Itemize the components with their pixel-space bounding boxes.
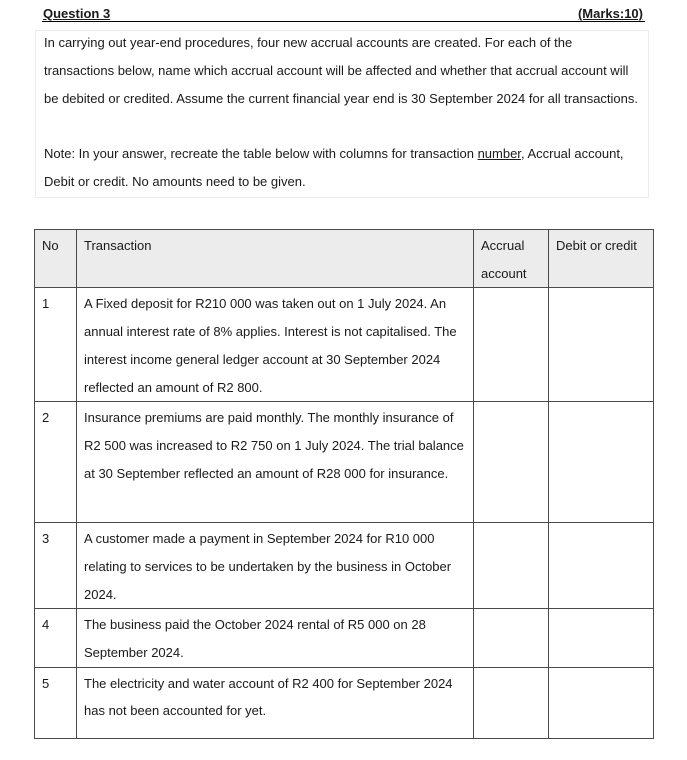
row-accrual-account[interactable] [474, 609, 549, 667]
transactions-table [34, 229, 654, 739]
row-debit-credit[interactable] [549, 402, 654, 523]
row-accrual-account[interactable] [474, 288, 549, 402]
table-row [35, 609, 654, 667]
marks-label: (Marks:10) [577, 6, 643, 21]
note-paragraph [44, 140, 644, 196]
row-number: 3 [35, 523, 77, 609]
question-title: Question 3 [43, 6, 111, 21]
table-row [35, 402, 654, 523]
table-row [35, 288, 654, 402]
row-transaction: A customer made a payment in September 2024 for R10 000 relating to services to be undertaken by the business in October 2024. [77, 523, 474, 609]
row-accrual-account[interactable] [474, 667, 549, 738]
row-debit-credit[interactable] [549, 288, 654, 402]
header-transaction: Transaction [77, 230, 474, 288]
row-debit-credit[interactable] [549, 609, 654, 667]
header-accrual-account: Accrual account [474, 230, 549, 288]
row-debit-credit[interactable] [549, 667, 654, 738]
row-debit-credit[interactable] [549, 523, 654, 609]
row-transaction: Insurance premiums are paid monthly. The monthly insurance of R2 500 was increased to R2 750 on 1 July 2024. The trial balance at 30 September reflected an amount of R28 000 for insurance. [77, 402, 474, 523]
row-number: 5 [35, 667, 77, 738]
row-transaction: A Fixed deposit for R210 000 was taken out on 1 July 2024. An annual interest rate of 8% applies. Interest is not capitalised. The interest income general ledger account at 30 September 2024 reflected an amount of R2 800. [77, 288, 474, 402]
table-row [35, 523, 654, 609]
row-number: 1 [35, 288, 77, 402]
question-header [42, 5, 645, 22]
row-number: 2 [35, 402, 77, 523]
header-no: No [35, 230, 77, 288]
note-text-start: Note: In your answer, recreate the table below with columns for transaction [44, 146, 478, 161]
table-header-row [35, 230, 654, 288]
row-transaction: The business paid the October 2024 rental of R5 000 on 28 September 2024. [77, 609, 474, 667]
instructions-box [35, 30, 649, 198]
row-accrual-account[interactable] [474, 402, 549, 523]
header-debit-or-credit: Debit or credit [549, 230, 654, 288]
row-transaction: The electricity and water account of R2 400 for September 2024 has not been accounted for yet. [77, 667, 474, 738]
table-row [35, 667, 654, 738]
note-underlined-word: number [477, 146, 521, 161]
row-number: 4 [35, 609, 77, 667]
row-accrual-account[interactable] [474, 523, 549, 609]
note-text-end: , Accrual account, Debit or credit. No amounts need to be given. [44, 146, 624, 189]
instructions-paragraph: In carrying out year-end procedures, four new accrual accounts are created. For each of the transactions below, name which accrual account will be affected and whether that accrual account will be debited or credited. Assume the current financial year end is 30 September 2024 for all transactions. [44, 35, 639, 106]
